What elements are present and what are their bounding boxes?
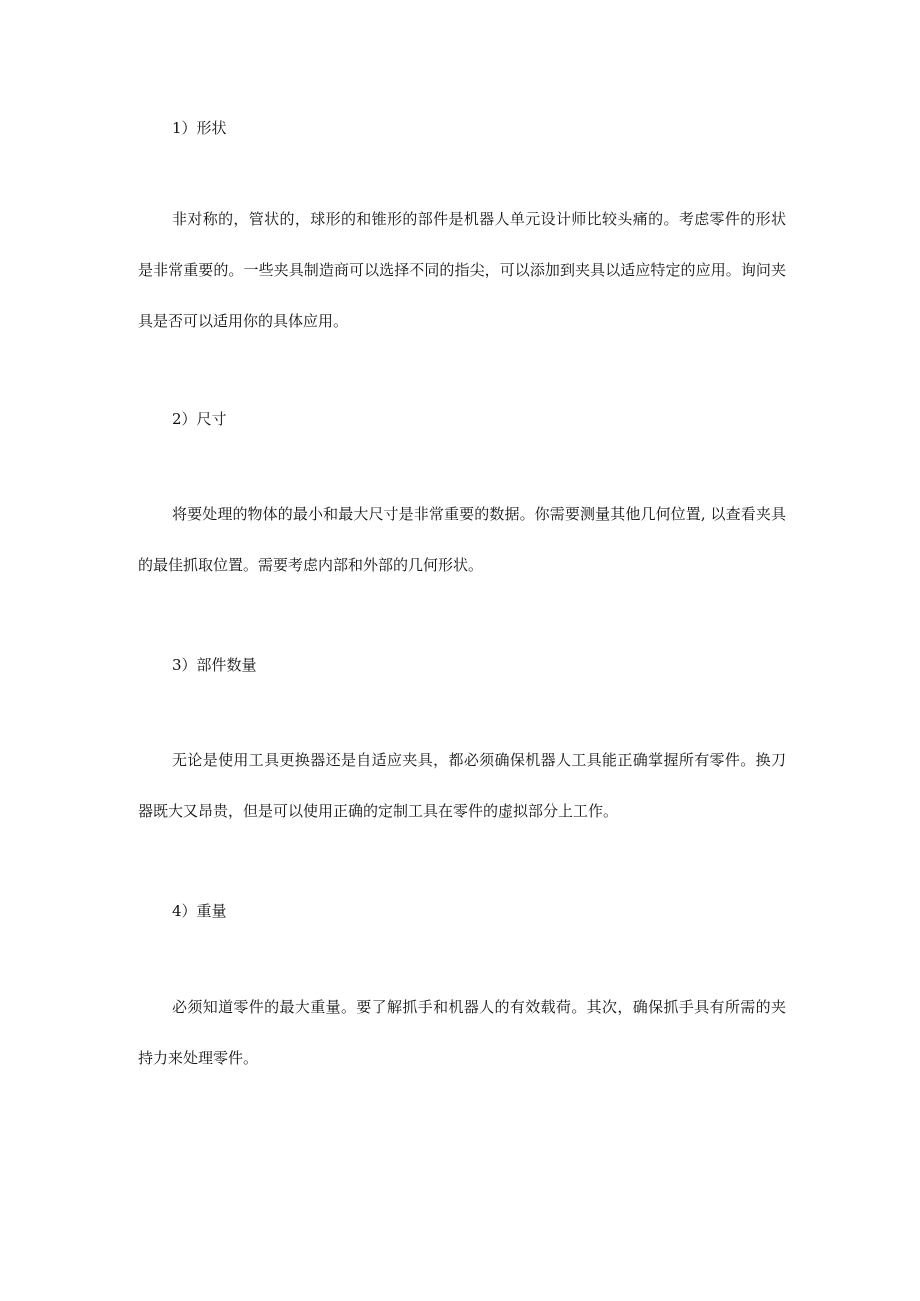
section-heading-shape: 1）形状 xyxy=(172,119,227,137)
section-body-part-count: 无论是使用工具更换器还是自适应夹具，都必须确保机器人工具能正确掌握所有零件。换刀器既大又昂贵，但是可以使用正确的定制工具在零件的虚拟部分上工作。 xyxy=(138,751,786,820)
section-heading-size: 2）尺寸 xyxy=(172,410,227,428)
section-heading-weight: 4）重量 xyxy=(172,902,227,920)
section-body-size: 将要处理的物体的最小和最大尺寸是非常重要的数据。你需要测量其他几何位置, 以查看夹具的最佳抓取位置。需要考虑内部和外部的几何形状。 xyxy=(138,505,786,574)
section-body-weight: 必须知道零件的最大重量。要了解抓手和机器人的有效载荷。其次，确保抓手具有所需的夹持力来处理零件。 xyxy=(138,998,786,1067)
section-heading-part-count: 3）部件数量 xyxy=(172,656,257,674)
section-body-shape: 非对称的，管状的，球形的和锥形的部件是机器人单元设计师比较头痛的。考虑零件的形状是非常重要的。一些夹具制造商可以选择不同的指尖，可以添加到夹具以适应特定的应用。询问夹具是否可以适用你的具体应用。 xyxy=(138,210,786,330)
